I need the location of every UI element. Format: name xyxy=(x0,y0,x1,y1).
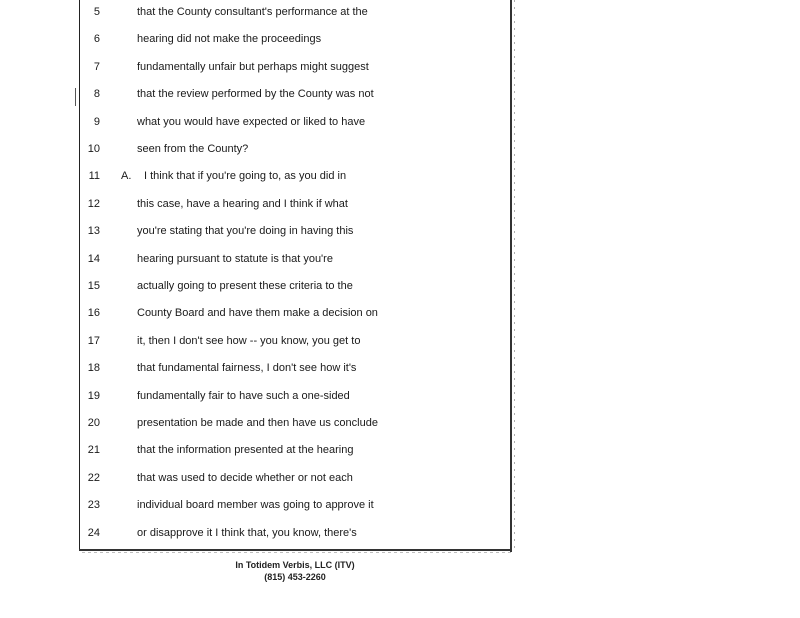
line-text: actually going to present these criteria to the xyxy=(137,280,353,292)
line-number: 19 xyxy=(87,389,100,402)
line-text: individual board member was going to approve it xyxy=(137,499,374,512)
line-number: 18 xyxy=(87,362,100,375)
line-text: that was used to decide whether or not each xyxy=(137,471,353,484)
line-text: that the County consultant's performance at the xyxy=(137,6,368,18)
page-border-left xyxy=(79,0,80,550)
line-number: 11 xyxy=(88,170,100,183)
page-border-bottom xyxy=(79,549,512,551)
line-number: 16 xyxy=(87,307,100,320)
line-number: 14 xyxy=(87,252,100,265)
line-number: 20 xyxy=(87,417,100,429)
page-border-right xyxy=(510,0,512,552)
line-text: what you would have expected or liked to have xyxy=(137,115,366,128)
line-text: presentation be made and then have us conclude xyxy=(137,417,378,429)
line-number: 15 xyxy=(87,280,100,292)
line-text: it, then I don't see how -- you know, you get to xyxy=(137,334,361,347)
page-border-mark xyxy=(75,88,76,106)
line-text: that the information presented at the hearing xyxy=(137,444,354,457)
line-text: I think that if you're going to, as you did in xyxy=(144,170,347,183)
page-border-bottom-shadow xyxy=(82,552,512,553)
line-text: fundamentally fair to have such a one-sided xyxy=(137,389,350,402)
line-number: 9 xyxy=(93,115,100,128)
line-number: 23 xyxy=(87,499,100,512)
line-text: that fundamental fairness, I don't see how it's xyxy=(137,362,357,375)
line-text: you're stating that you're doing in having this xyxy=(137,225,354,238)
footer-company: In Totidem Verbis, LLC (ITV) xyxy=(235,560,355,570)
line-text: this case, have a hearing and I think if what xyxy=(137,197,348,210)
line-text: hearing pursuant to statute is that you're xyxy=(137,252,333,265)
line-number: 5 xyxy=(93,6,100,18)
line-number: 24 xyxy=(87,526,100,539)
line-number: 10 xyxy=(87,143,100,155)
line-number: 13 xyxy=(87,225,100,238)
line-number: 7 xyxy=(93,60,100,73)
line-text: or disapprove it I think that, you know, there's xyxy=(137,526,357,539)
line-text: County Board and have them make a decision on xyxy=(137,307,378,320)
line-text: that the review performed by the County was not xyxy=(137,88,374,101)
line-text: seen from the County? xyxy=(137,143,249,155)
footer-phone: (815) 453-2260 xyxy=(264,572,326,582)
line-number: 21 xyxy=(87,444,100,457)
line-number: 22 xyxy=(87,471,100,484)
page-border-right-shadow xyxy=(514,0,515,552)
answer-marker: A. xyxy=(121,170,132,183)
line-number: 6 xyxy=(93,33,100,46)
line-number: 12 xyxy=(87,197,100,210)
line-text: hearing did not make the proceedings xyxy=(137,33,322,46)
line-number: 17 xyxy=(87,334,100,347)
line-text: fundamentally unfair but perhaps might suggest xyxy=(137,60,369,73)
line-number: 8 xyxy=(93,88,100,101)
